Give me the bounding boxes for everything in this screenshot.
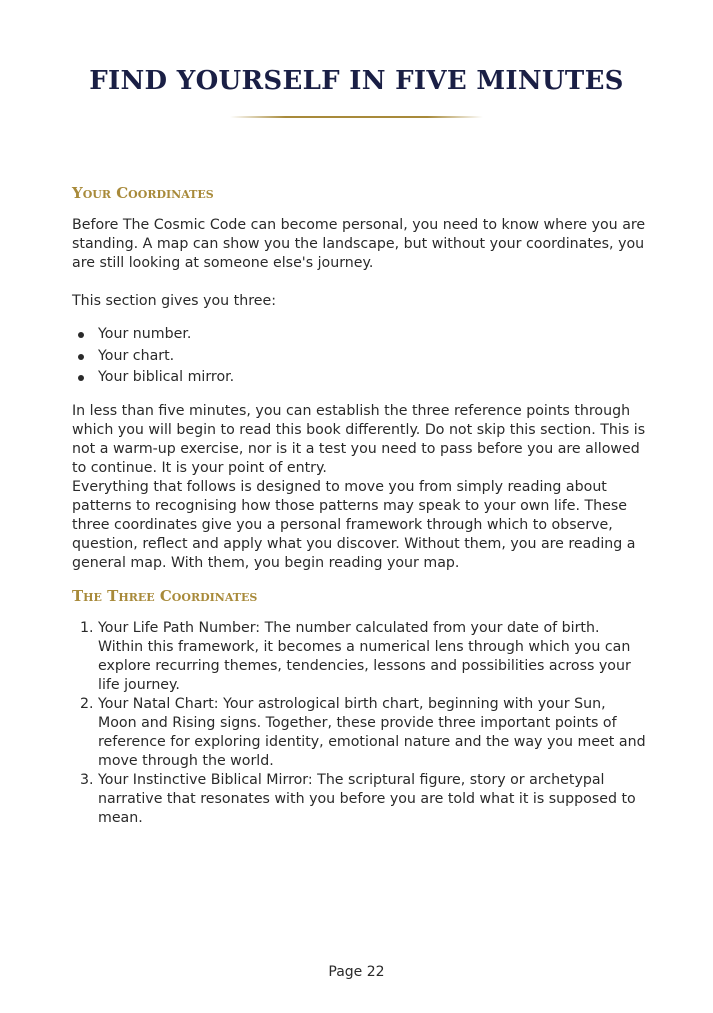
coordinates-bullet-list — [72, 324, 646, 389]
list-item-text: Your Life Path Number: The number calculated from your date of birth. Within this framework, it becomes a numerical lens through which you can explore recurring themes, tendencies, lessons and possibilities across your life journey. — [98, 619, 631, 693]
list-item — [72, 619, 646, 695]
list-item-text: Your biblical mirror. — [98, 369, 235, 385]
body-paragraph: In less than five minutes, you can establish the three reference points through which you will begin to read this book differently. Do not skip this section. This is not a warm-up exercise, nor is it a test you need to pass before you are allowed to continue. It is your point of entry. — [72, 402, 646, 476]
page-content — [72, 183, 646, 828]
lead-paragraph: This section gives you three: — [72, 293, 276, 309]
title-divider — [230, 116, 483, 118]
bullet-icon — [78, 375, 84, 381]
list-item — [72, 771, 646, 828]
intro-paragraph: Before The Cosmic Code can become personal, you need to know where you are standing. A map can show you the landscape, but without your coordinates, you are still looking at someone else's journey. — [72, 217, 646, 271]
list-item-text: Your Instinctive Biblical Mirror: The scriptural figure, story or archetypal narrative that resonates with you before you are told what it is supposed to mean. — [98, 771, 636, 826]
list-item-text: Your Natal Chart: Your astrological birth chart, beginning with your Sun, Moon and Rising signs. Together, these provide three important points of reference for exploring identity, emotional nature and the way you meet and move through the world. — [98, 695, 646, 769]
list-number: 2. — [80, 695, 94, 712]
list-item-text: Your number. — [98, 326, 192, 342]
bullet-icon — [78, 354, 84, 360]
list-item — [72, 367, 646, 389]
page-title: FIND YOURSELF IN FIVE MINUTES — [89, 66, 624, 96]
three-coordinates-list — [72, 619, 646, 828]
list-item-text: Your chart. — [98, 347, 175, 364]
list-number: 3. — [80, 771, 94, 788]
section-heading-three-coordinates: The Three Coordinates — [72, 586, 258, 605]
list-item — [72, 324, 646, 346]
list-item — [72, 695, 646, 771]
page-number: Page 22 — [328, 964, 385, 980]
section-heading-your-coordinates: Your Coordinates — [72, 184, 214, 202]
list-item — [72, 346, 646, 368]
list-number: 1. — [80, 619, 94, 636]
bullet-icon — [78, 332, 84, 338]
body-paragraph-2: Everything that follows is designed to move you from simply reading about patterns to recognising how those patterns may speak to your own life. These three coordinates give you a personal framework through which to observe, question, reflect and apply what you discover. Without them, you are reading a general map. With them, you begin reading your map. — [72, 478, 636, 571]
